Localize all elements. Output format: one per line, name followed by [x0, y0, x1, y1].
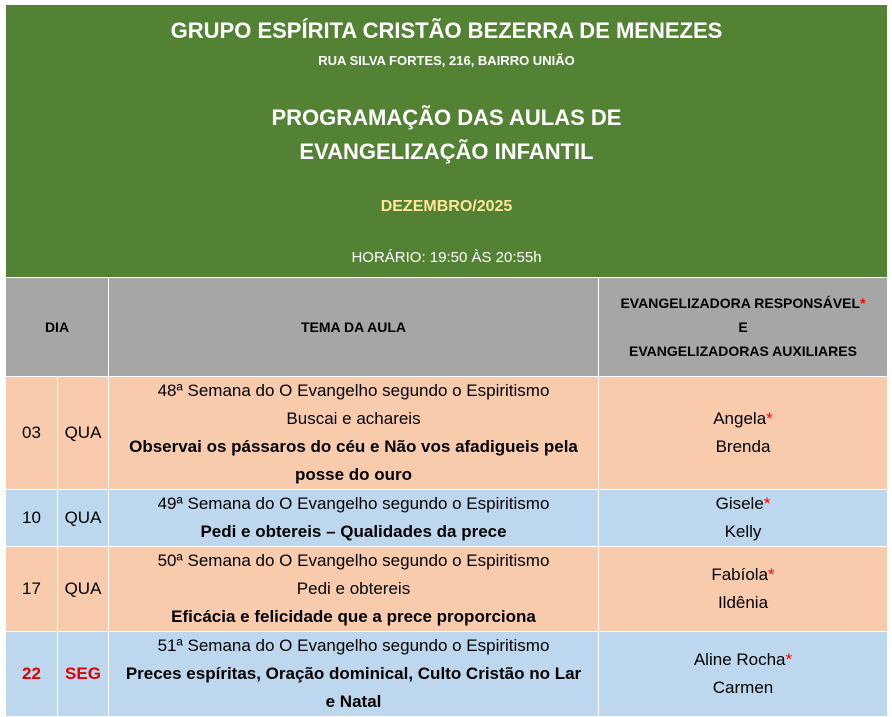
lesson-week: 50ª Semana do O Evangelho segundo o Espiritismo	[157, 551, 550, 570]
lesson-theme	[109, 547, 599, 632]
asterisk-mark: *	[763, 494, 771, 513]
address: RUA SILVA FORTES, 216, BAIRRO UNIÃO	[318, 53, 575, 68]
schedule-hours: HORÁRIO: 19:50 ÀS 20:55h	[351, 249, 542, 266]
table-row	[6, 632, 888, 717]
auxiliary-name: Ildênia	[717, 593, 769, 612]
schedule-table	[5, 4, 888, 717]
lesson-week: 51ª Semana do O Evangelho segundo o Espiritismo	[157, 636, 550, 655]
asterisk-mark: *	[860, 295, 866, 311]
lesson-week: 48ª Semana do O Evangelho segundo o Espiritismo	[157, 381, 550, 400]
lesson-subtopic: Observai os pássaros do céu e Não vos afadigueis pela	[129, 437, 578, 456]
column-header-responsible-line1: EVANGELIZADORA RESPONSÁVEL	[620, 295, 861, 311]
lesson-topic: Pedi e obtereis	[296, 579, 411, 598]
organization-name: GRUPO ESPÍRITA CRISTÃO BEZERRA DE MENEZES	[170, 18, 723, 43]
day-number: 22	[6, 632, 58, 717]
evangelizers	[599, 632, 888, 717]
lesson-topic: Preces espíritas, Oração dominical, Culto Cristão no Lar	[125, 664, 582, 683]
auxiliary-name: Brenda	[715, 437, 771, 456]
weekday: SEG	[58, 632, 109, 717]
table-row	[6, 490, 888, 547]
weekday: QUA	[58, 490, 109, 547]
weekday: QUA	[58, 547, 109, 632]
column-header-responsible	[599, 278, 888, 377]
column-header-row	[6, 278, 888, 377]
asterisk-mark: *	[768, 565, 775, 584]
lesson-topic-cont: e Natal	[325, 692, 382, 711]
lesson-subtopic-cont: posse do ouro	[294, 465, 413, 484]
responsible-name: Fabíola	[711, 565, 769, 584]
asterisk-mark: *	[766, 409, 773, 428]
day-number: 17	[6, 547, 58, 632]
column-header-theme: TEMA DA AULA	[109, 278, 599, 377]
column-header-responsible-line2: E	[738, 319, 748, 335]
program-title-line2: EVANGELIZAÇÃO INFANTIL	[299, 139, 594, 164]
table-row	[6, 377, 888, 490]
program-title	[6, 101, 887, 169]
program-title-line1: PROGRAMAÇÃO DAS AULAS DE	[271, 105, 622, 130]
weekday: QUA	[58, 377, 109, 490]
lesson-subtopic: Eficácia e felicidade que a prece proporciona	[171, 607, 536, 626]
lesson-week: 49ª Semana do O Evangelho segundo o Espiritismo	[157, 494, 550, 513]
lesson-theme	[109, 377, 599, 490]
lesson-topic: Pedi e obtereis – Qualidades da prece	[200, 522, 507, 541]
evangelizers	[599, 377, 888, 490]
column-header-responsible-line3: EVANGELIZADORAS AUXILIARES	[629, 343, 857, 359]
lesson-theme	[109, 632, 599, 717]
lesson-topic: Buscai e achareis	[286, 409, 421, 428]
auxiliary-name: Kelly	[724, 522, 762, 541]
evangelizers	[599, 490, 888, 547]
responsible-name: Gisele	[715, 494, 764, 513]
evangelizers	[599, 547, 888, 632]
lesson-theme	[109, 490, 599, 547]
auxiliary-name: Carmen	[712, 678, 774, 697]
responsible-name: Angela	[713, 409, 767, 428]
month-label: DEZEMBRO/2025	[380, 198, 513, 215]
table-row	[6, 547, 888, 632]
header-banner	[6, 5, 888, 278]
day-number: 03	[6, 377, 58, 490]
column-header-day: DIA	[6, 278, 109, 377]
responsible-name: Aline Rocha	[693, 650, 786, 669]
day-number: 10	[6, 490, 58, 547]
asterisk-mark: *	[785, 650, 793, 669]
